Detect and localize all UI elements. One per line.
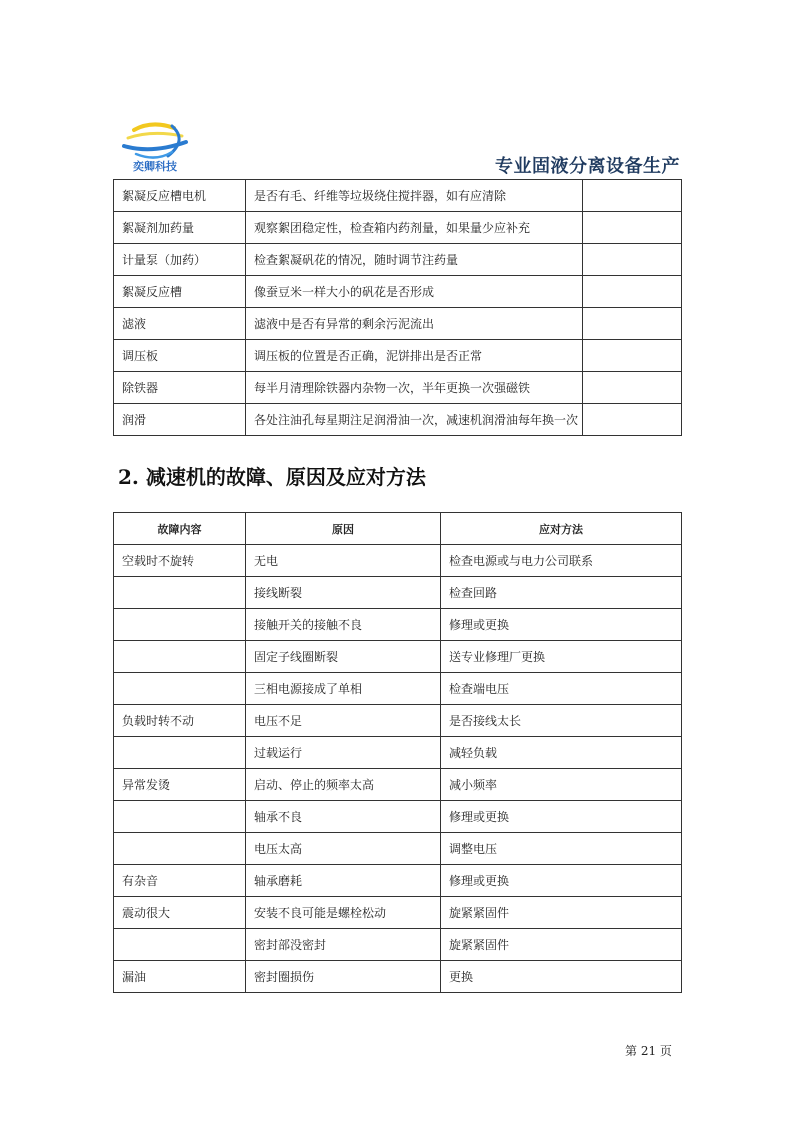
check-content-cell: 观察絮团稳定性，检查箱内药剂量，如果量少应补充 — [246, 212, 583, 244]
solution-cell: 检查电源或与电力公司联系 — [441, 545, 682, 577]
item-cell: 絮凝反应槽电机 — [114, 180, 246, 212]
header-cause: 原因 — [246, 513, 441, 545]
remark-cell — [583, 340, 682, 372]
fault-cell — [114, 609, 246, 641]
fault-cell — [114, 929, 246, 961]
table-row — [114, 673, 682, 705]
cause-cell: 过载运行 — [246, 737, 441, 769]
table-row — [114, 801, 682, 833]
company-logo — [112, 118, 198, 174]
fault-cell — [114, 833, 246, 865]
page-number: 第 21 页 — [625, 1044, 672, 1058]
solution-cell: 旋紧紧固件 — [441, 929, 682, 961]
logo-globe-icon — [112, 118, 198, 162]
fault-cell: 有杂音 — [114, 865, 246, 897]
item-cell: 絮凝剂加药量 — [114, 212, 246, 244]
table-row — [114, 705, 682, 737]
solution-cell: 更换 — [441, 961, 682, 993]
item-cell: 絮凝反应槽 — [114, 276, 246, 308]
check-content-cell: 是否有毛、纤维等垃圾绕住搅拌器，如有应清除 — [246, 180, 583, 212]
reducer-fault-table — [113, 512, 682, 993]
solution-cell: 减小频率 — [441, 769, 682, 801]
check-content-cell: 检查絮凝矾花的情况，随时调节注药量 — [246, 244, 583, 276]
fault-cell — [114, 737, 246, 769]
cause-cell: 固定子线圈断裂 — [246, 641, 441, 673]
solution-cell: 减轻负载 — [441, 737, 682, 769]
check-content-cell: 每半月清理除铁器内杂物一次，半年更换一次强磁铁 — [246, 372, 583, 404]
table-row — [114, 308, 682, 340]
remark-cell — [583, 372, 682, 404]
table-row — [114, 372, 682, 404]
table-row — [114, 929, 682, 961]
maintenance-check-table — [113, 179, 682, 436]
table-row — [114, 212, 682, 244]
check-content-cell: 滤液中是否有异常的剩余污泥流出 — [246, 308, 583, 340]
table-row — [114, 769, 682, 801]
table-row — [114, 404, 682, 436]
solution-cell: 修理或更换 — [441, 865, 682, 897]
cause-cell: 电压不足 — [246, 705, 441, 737]
solution-cell: 旋紧紧固件 — [441, 897, 682, 929]
cause-cell: 密封圈损伤 — [246, 961, 441, 993]
fault-cell: 负载时转不动 — [114, 705, 246, 737]
table-row — [114, 545, 682, 577]
fault-cell: 漏油 — [114, 961, 246, 993]
table-row — [114, 865, 682, 897]
cause-cell: 接线断裂 — [246, 577, 441, 609]
table-row — [114, 340, 682, 372]
header-solution: 应对方法 — [441, 513, 682, 545]
header-fault: 故障内容 — [114, 513, 246, 545]
table-row — [114, 180, 682, 212]
remark-cell — [583, 244, 682, 276]
table-row — [114, 244, 682, 276]
cause-cell: 启动、停止的频率太高 — [246, 769, 441, 801]
item-cell: 计量泵（加药） — [114, 244, 246, 276]
remark-cell — [583, 404, 682, 436]
fault-cell: 震动很大 — [114, 897, 246, 929]
check-content-cell: 调压板的位置是否正确，泥饼排出是否正常 — [246, 340, 583, 372]
table-row — [114, 577, 682, 609]
check-content-cell: 像蚕豆米一样大小的矾花是否形成 — [246, 276, 583, 308]
cause-cell: 无电 — [246, 545, 441, 577]
section-heading: 2. 减速机的故障、原因及应对方法 — [118, 465, 426, 489]
fault-cell — [114, 673, 246, 705]
solution-cell: 修理或更换 — [441, 801, 682, 833]
solution-cell: 检查端电压 — [441, 673, 682, 705]
remark-cell — [583, 308, 682, 340]
fault-cell: 空载时不旋转 — [114, 545, 246, 577]
fault-cell — [114, 641, 246, 673]
logo-text: 奕卿科技 — [133, 160, 177, 173]
fault-cell — [114, 577, 246, 609]
solution-cell: 检查回路 — [441, 577, 682, 609]
cause-cell: 安装不良可能是螺栓松动 — [246, 897, 441, 929]
table-row — [114, 961, 682, 993]
cause-cell: 电压太高 — [246, 833, 441, 865]
cause-cell: 密封部没密封 — [246, 929, 441, 961]
cause-cell: 三相电源接成了单相 — [246, 673, 441, 705]
remark-cell — [583, 276, 682, 308]
cause-cell: 轴承不良 — [246, 801, 441, 833]
item-cell: 滤液 — [114, 308, 246, 340]
remark-cell — [583, 180, 682, 212]
header-title: 专业固液分离设备生产 — [495, 156, 680, 177]
cause-cell: 轴承磨耗 — [246, 865, 441, 897]
solution-cell: 调整电压 — [441, 833, 682, 865]
table-row — [114, 641, 682, 673]
fault-cell — [114, 801, 246, 833]
check-content-cell: 各处注油孔每星期注足润滑油一次，减速机润滑油每年换一次 — [246, 404, 583, 436]
solution-cell: 是否接线太长 — [441, 705, 682, 737]
table-row — [114, 276, 682, 308]
table-row — [114, 833, 682, 865]
table-row — [114, 897, 682, 929]
table-row — [114, 737, 682, 769]
solution-cell: 送专业修理厂更换 — [441, 641, 682, 673]
table-header-row — [114, 513, 682, 545]
item-cell: 调压板 — [114, 340, 246, 372]
table-row — [114, 609, 682, 641]
solution-cell: 修理或更换 — [441, 609, 682, 641]
fault-cell: 异常发烫 — [114, 769, 246, 801]
cause-cell: 接触开关的接触不良 — [246, 609, 441, 641]
remark-cell — [583, 212, 682, 244]
item-cell: 润滑 — [114, 404, 246, 436]
item-cell: 除铁器 — [114, 372, 246, 404]
